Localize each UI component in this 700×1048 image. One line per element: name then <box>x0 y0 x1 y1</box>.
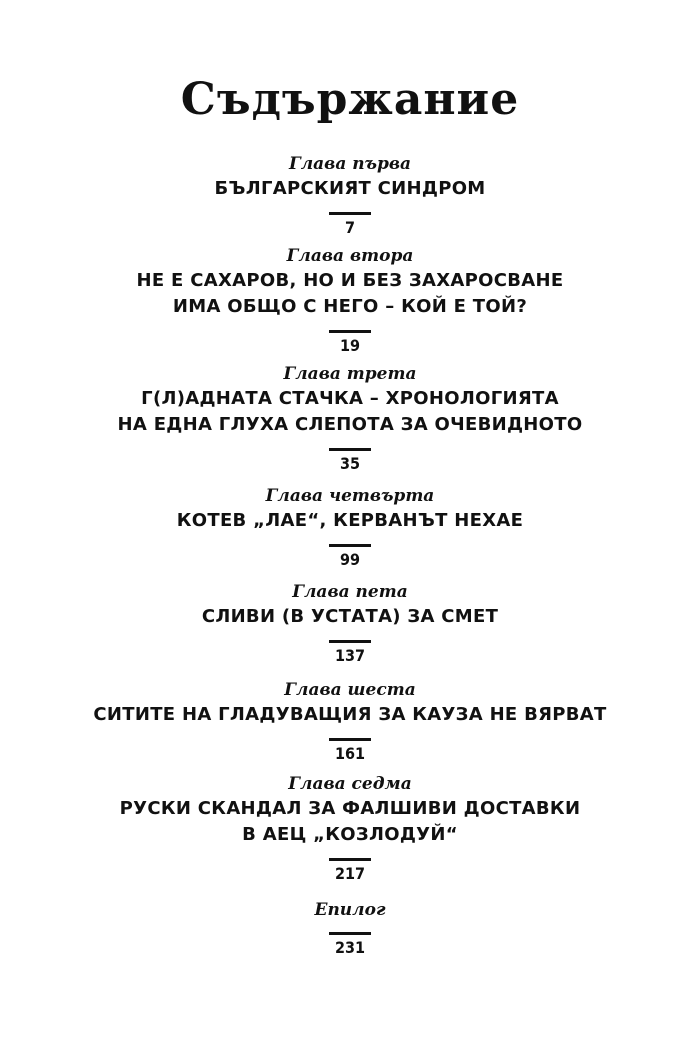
chapter-title-line: НА ЕДНА ГЛУХА СЛЕПОТА ЗА ОЧЕВИДНОТО <box>117 414 583 435</box>
page-number: 217 <box>334 864 366 883</box>
page-number: 231 <box>334 938 366 957</box>
divider-rule <box>329 932 371 935</box>
divider-rule <box>329 330 371 333</box>
toc-entry-chapter-2[interactable] <box>0 244 700 357</box>
divider-rule <box>329 448 371 451</box>
divider-rule <box>329 212 371 215</box>
toc-entry-chapter-7[interactable] <box>0 772 700 885</box>
divider-rule <box>329 858 371 861</box>
page-number: 99 <box>339 550 361 569</box>
chapter-label: Глава шеста <box>284 680 416 700</box>
page-title: Съдържание <box>180 74 520 125</box>
chapter-title-line: НЕ Е САХАРОВ, НО И БЕЗ ЗАХАРОСВАНЕ <box>136 270 564 291</box>
toc-entry-chapter-5[interactable] <box>0 580 700 667</box>
chapter-title-line: КОТЕВ „ЛАЕ“, КЕРВАНЪТ НЕХАЕ <box>176 510 524 531</box>
toc-entry-chapter-6[interactable] <box>0 678 700 765</box>
chapter-title-line: В АЕЦ „КОЗЛОДУЙ“ <box>242 824 458 845</box>
divider-rule <box>329 544 371 547</box>
chapter-label: Глава трета <box>283 364 417 384</box>
toc-entry-chapter-1[interactable] <box>0 152 700 239</box>
chapter-title-line: ИМА ОБЩО С НЕГО – КОЙ Е ТОЙ? <box>172 296 528 317</box>
chapter-title-line: СИТИТЕ НА ГЛАДУВАЩИЯ ЗА КАУЗА НЕ ВЯРВАТ <box>93 704 607 725</box>
page-number: 19 <box>339 336 361 355</box>
chapter-label: Глава първа <box>288 154 412 174</box>
chapter-title-line: БЪЛГАРСКИЯТ СИНДРОМ <box>214 178 486 199</box>
page-number: 137 <box>334 646 366 665</box>
chapter-title-line: Г(Л)АДНАТА СТАЧКА – ХРОНОЛОГИЯТА <box>141 388 559 409</box>
chapter-label: Глава четвърта <box>265 486 435 506</box>
chapter-label: Глава пета <box>292 582 408 602</box>
page-number: 161 <box>334 744 366 763</box>
chapter-title-line: СЛИВИ (В УСТАТА) ЗА СМЕТ <box>201 606 499 627</box>
chapter-label: Глава седма <box>288 774 412 794</box>
divider-rule <box>329 738 371 741</box>
page-number: 35 <box>339 454 361 473</box>
toc-entry-chapter-4[interactable] <box>0 484 700 571</box>
chapter-label: Глава втора <box>286 246 414 266</box>
divider-rule <box>329 640 371 643</box>
chapter-label: Епилог <box>314 900 386 920</box>
page-number: 7 <box>344 218 355 237</box>
chapter-title-line: РУСКИ СКАНДАЛ ЗА ФАЛШИВИ ДОСТАВКИ <box>119 798 581 819</box>
toc-entry-epilogue[interactable] <box>0 898 700 959</box>
toc-entry-chapter-3[interactable] <box>0 362 700 475</box>
